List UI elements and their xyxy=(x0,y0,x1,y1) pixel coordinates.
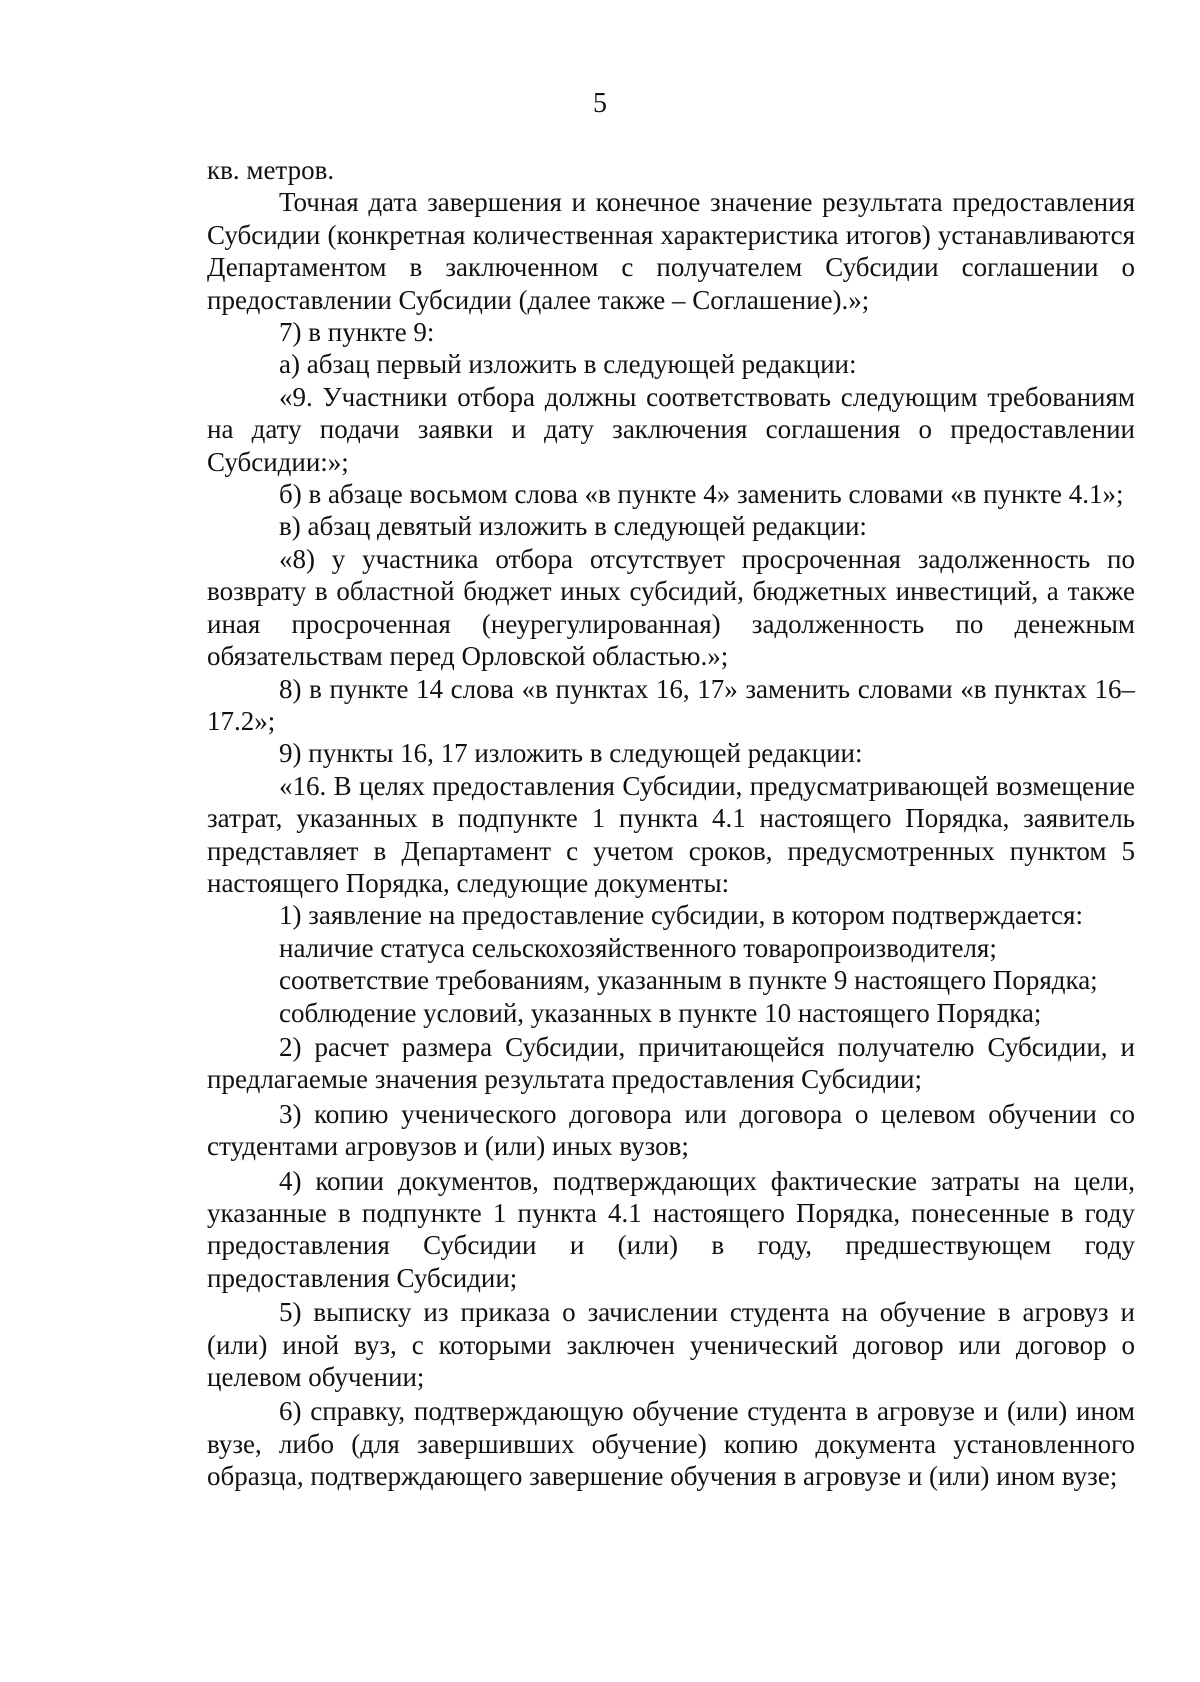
paragraph: 3) копию ученического договора или договора о целевом обучении со студентами агровузов и (или) иных вузов; xyxy=(207,1098,1135,1162)
paragraph: 5) выписку из приказа о зачислении студента на обучение в агровуз и (или) иной вуз, с которыми заключен ученический договор или договор о целевом обучении; xyxy=(207,1297,1135,1393)
paragraph: 4) копии документов, подтверждающих фактические затраты на цели, указанные в подпункте 1 пункта 4.1 настоящего Порядка, понесенные в году предоставления Субсидии и (или) в году, предшествующем году предоставления Субсидии; xyxy=(207,1165,1135,1293)
paragraph: «9. Участники отбора должны соответствовать следующим требованиям на дату подачи заявки и дату заключения соглашения о предоставлении Субсидии:»; xyxy=(207,381,1135,477)
paragraph: 2) расчет размера Субсидии, причитающейся получателю Субсидии, и предлагаемые значения результата предоставления Субсидии; xyxy=(207,1031,1135,1095)
paragraph: 6) справку, подтверждающую обучение студента в агровузе и (или) ином вузе, либо (для завершивших обучение) копию документа установленного образца, подтверждающего завершение обучения в агровузе и (или) ином вузе; xyxy=(207,1396,1135,1492)
paragraph: б) в абзаце восьмом слова «в пункте 4» заменить словами «в пункте 4.1»; xyxy=(279,479,1124,510)
paragraph: 9) пункты 16, 17 изложить в следующей редакции: xyxy=(279,738,863,769)
paragraph: наличие статуса сельскохозяйственного товаропроизводителя; xyxy=(279,932,997,963)
paragraph: 8) в пункте 14 слова «в пунктах 16, 17» заменить словами «в пунктах 16–17.2»; xyxy=(207,673,1135,736)
paragraph: «16. В целях предоставления Субсидии, предусматривающей возмещение затрат, указанных в подпункте 1 пункта 4.1 настоящего Порядка, заявитель представляет в Департамент с учетом сроков, предусмотренных пунктом 5 настоящего Порядка, следующие документы: xyxy=(207,770,1135,898)
paragraph: в) абзац девятый изложить в следующей редакции: xyxy=(279,511,867,542)
document-body xyxy=(207,154,1135,1493)
paragraph: кв. метров. xyxy=(207,155,335,185)
paragraph: соответствие требованиям, указанным в пункте 9 настоящего Порядка; xyxy=(279,965,1098,996)
paragraph: Точная дата завершения и конечное значение результата предоставления Субсидии (конкретная количественная характеристика итогов) устанавливаются Департаментом в заключенном с получателем Субсидии соглашении о предоставлении Субсидии (далее также – Соглашение).»; xyxy=(207,187,1135,315)
paragraph: «8) у участника отбора отсутствует просроченная задолженность по возврату в областной бюджет иных субсидий, бюджетных инвестиций, а также иная просроченная (неурегулированная) задолженность по денежным обязательствам перед Орловской областью.»; xyxy=(207,543,1135,672)
paragraph: 1) заявление на предоставление субсидии, в котором подтверждается: xyxy=(279,900,1083,931)
page-number: 5 xyxy=(593,88,607,119)
paragraph: 7) в пункте 9: xyxy=(279,317,435,348)
paragraph: а) абзац первый изложить в следующей редакции: xyxy=(279,349,857,380)
paragraph: соблюдение условий, указанных в пункте 10 настоящего Порядка; xyxy=(279,997,1042,1028)
